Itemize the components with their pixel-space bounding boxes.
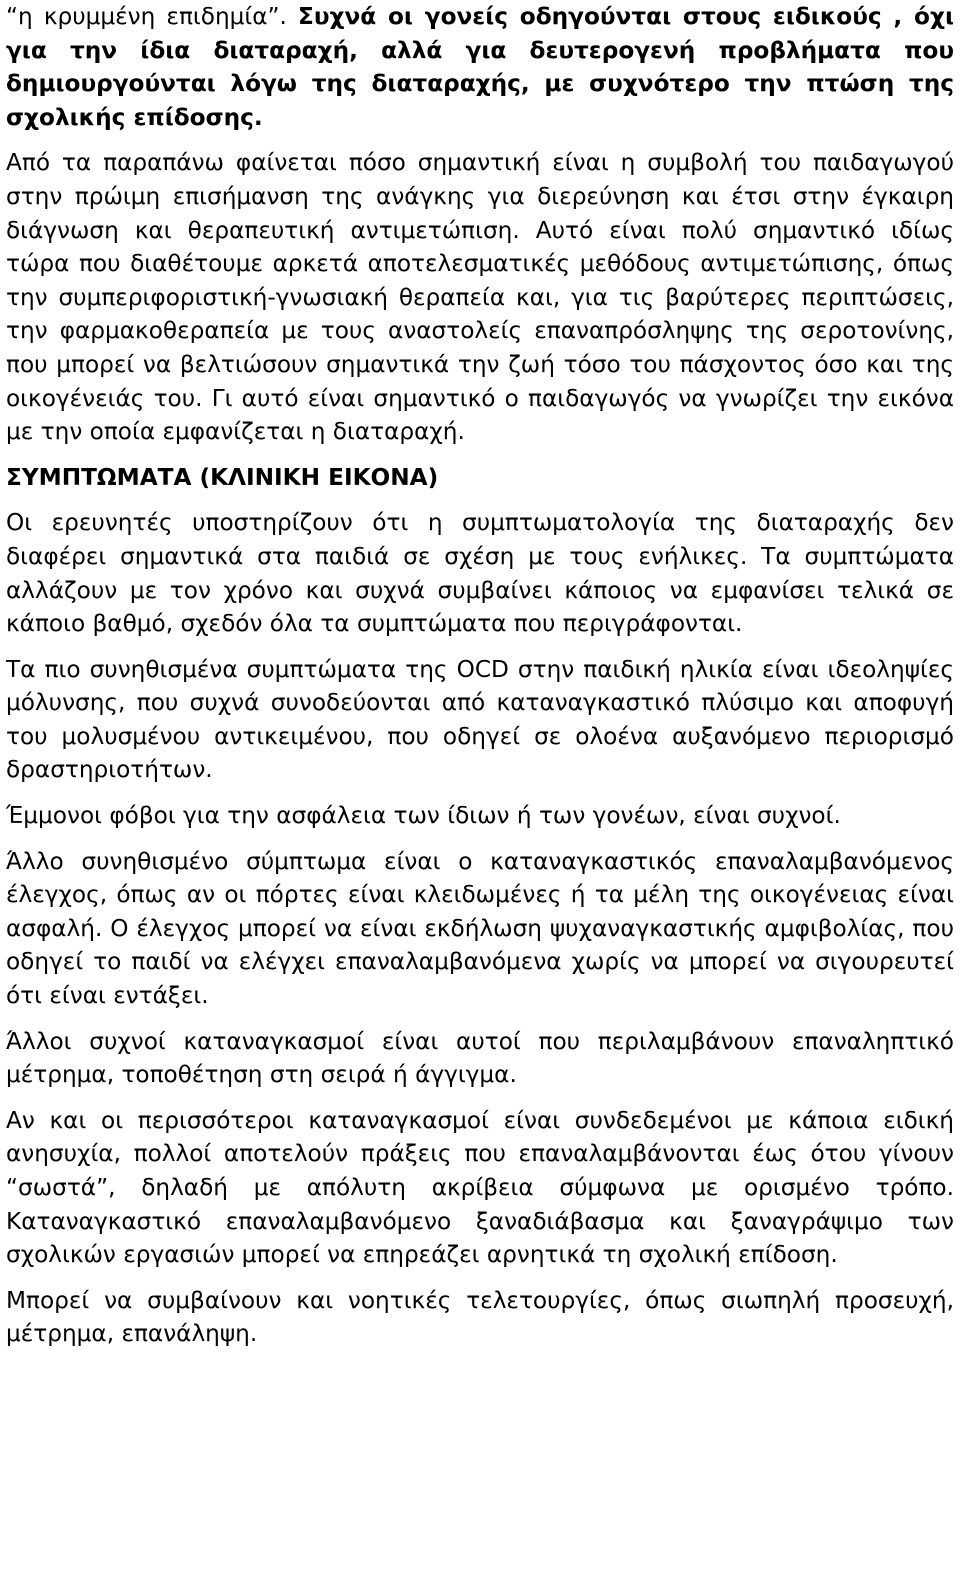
paragraph-symptoms-research: Οι ερευνητές υποστηρίζουν ότι η συμπτωματολογία της διαταραχής δεν διαφέρει σημαντικά στα παιδιά σε σχέση με τους ενήλικες. Τα συμπτώματα αλλάζουν με τον χρόνο και συχνά συμβαίνει κάποιος να εμφανίσει τελικά σε κάποιο βαθμό, σχεδόν όλα τα συμπτώματα που περιγράφονται. bbox=[6, 509, 954, 638]
document-page bbox=[6, 0, 954, 1363]
intro-quote-text: “η κρυμμένη επιδημία”. bbox=[6, 3, 299, 30]
paragraph-mental-rituals: Μπορεί να συμβαίνουν και νοητικές τελετουργίες, όπως σιωπηλή προσευχή, μέτρημα, επανάληψη. bbox=[6, 1286, 954, 1348]
paragraph-checking: Άλλο συνηθισμένο σύμπτωμα είναι ο καταναγκαστικός επαναλαμβανόμενος έλεγχος, όπως αν οι πόρτες είναι κλειδωμένες ή τα μέλη της οικογένειας είναι ασφαλή. Ο έλεγχος μπορεί να είναι εκδήλωση ψυχαναγκαστικής αμφιβολίας, που οδηγεί το παιδί να ελέγχει επαναλαμβανόμενα χωρίς να μπορεί να σιγουρευτεί ότι είναι εντάξει. bbox=[6, 847, 954, 1010]
paragraph-intro bbox=[6, 0, 954, 134]
paragraph-repetition: Αν και οι περισσότεροι καταναγκασμοί είναι συνδεδεμένοι με κάποια ειδική ανησυχία, πολλοί αποτελούν πράξεις που επαναλαμβάνονται έως ότου γίνουν “σωστά”, δηλαδή με απόλυτη ακρίβεια σύμφωνα με ορισμένο τρόπο. Καταναγκαστικό επαναλαμβανόμενο ξαναδιάβασμα και ξαναγράψιμο των σχολικών εργασιών μπορεί να επηρεάζει αρνητικά τη σχολική επίδοση. bbox=[6, 1106, 954, 1269]
paragraph-educator-role: Από τα παραπάνω φαίνεται πόσο σημαντική είναι η συμβολή του παιδαγωγού στην πρώιμη επισήμανση της ανάγκης για διερεύνηση και έτσι στην έγκαιρη διάγνωση και θεραπευτική αντιμετώπιση. Αυτό είναι πολύ σημαντικό ιδίως τώρα που διαθέτουμε αρκετά αποτελεσματικές μεθόδους αντιμετώπισης, όπως την συμπεριφοριστική-γνωσιακή θεραπεία και, για τις βαρύτερες περιπτώσεις, την φαρμακοθεραπεία με τους αναστολείς επαναπρόσληψης της σεροτονίνης, που μπορεί να βελτιώσουν σημαντικά την ζωή τόσο του πάσχοντος όσο και της οικογένειάς του. Γι αυτό είναι σημαντικό ο παιδαγωγός να γνωρίζει την εικόνα με την οποία εμφανίζεται η διαταραχή. bbox=[6, 149, 954, 446]
paragraph-other-compulsions: Άλλοι συχνοί καταναγκασμοί είναι αυτοί που περιλαμβάνουν επαναληπτικό μέτρημα, τοποθέτηση στη σειρά ή άγγιγμα. bbox=[6, 1027, 954, 1089]
intro-bold-text: Συχνά οι γονείς οδηγούνται στους ειδικούς , όχι για την ίδια διαταραχή, αλλά για δευτερογενή προβλήματα που δημιουργούνται λόγω της διαταραχής, με συχνότερο την πτώση της σχολικής επίδοσης. bbox=[6, 3, 954, 131]
paragraph-common-symptoms: Τα πιο συνηθισμένα συμπτώματα της OCD στην παιδική ηλικία είναι ιδεοληψίες μόλυνσης, που συχνά συνοδεύονται από καταναγκαστικό πλύσιμο και αποφυγή του μολυσμένου αντικειμένου, που οδηγεί σε ολοένα αυξανόμενο περιορισμό δραστηριοτήτων. bbox=[6, 655, 954, 784]
paragraph-persistent-fears: Έμμονοι φόβοι για την ασφάλεια των ίδιων ή των γονέων, είναι συχνοί. bbox=[6, 802, 841, 830]
section-heading-symptoms: ΣΥΜΠΤΩΜΑΤΑ (ΚΛΙΝΙΚΗ ΕΙΚΟΝΑ) bbox=[6, 463, 439, 491]
